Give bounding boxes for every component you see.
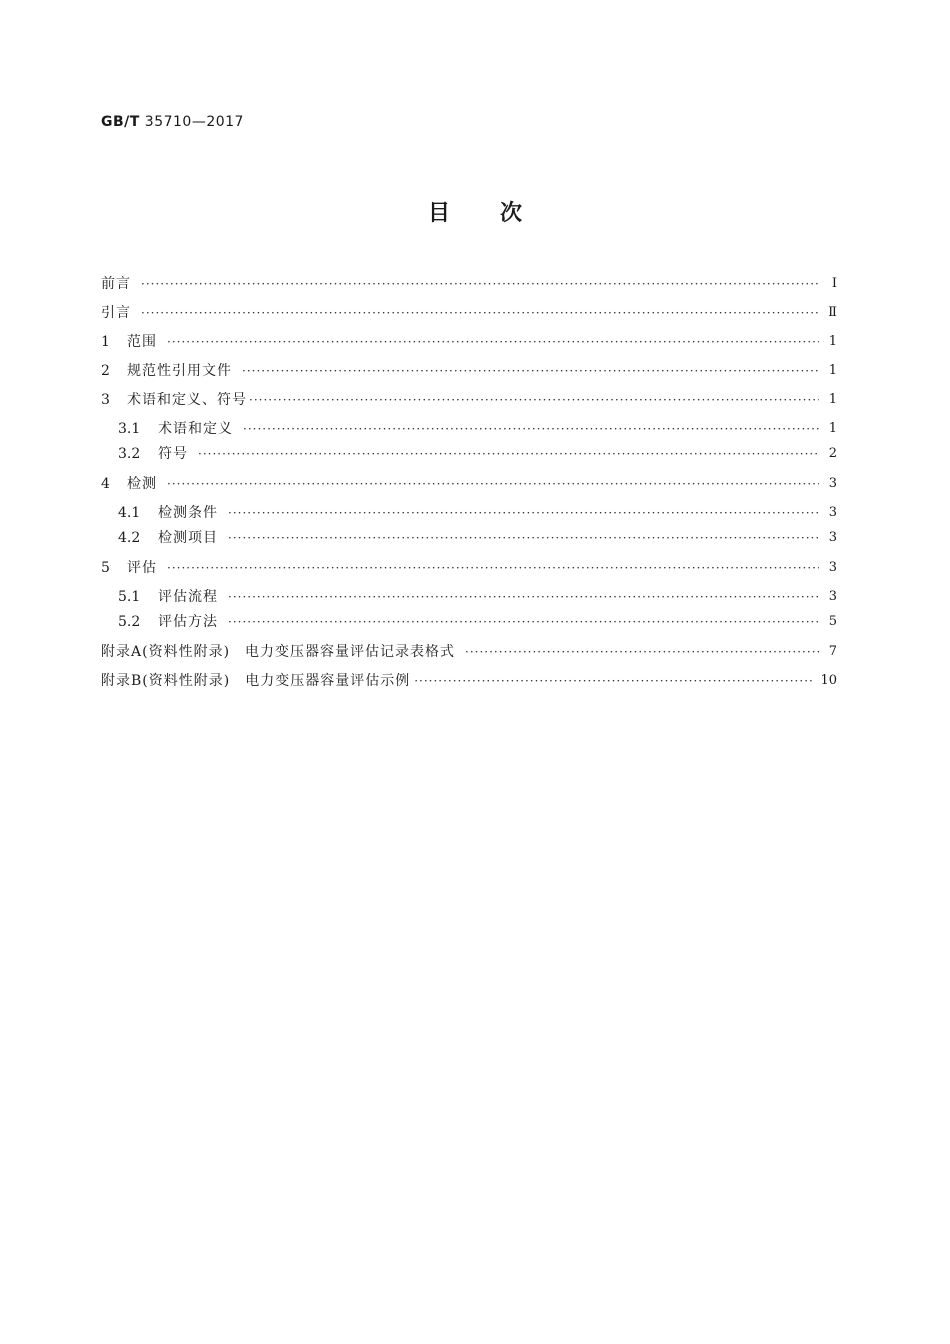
toc-entry-label	[118, 583, 218, 611]
toc-leader-dots	[167, 328, 819, 356]
toc-entry-page: 10	[820, 673, 837, 688]
toc-entry-label: 附录A(资料性附录) 电力变压器容量评估记录表格式	[101, 644, 456, 660]
toc-entry-annex-b[interactable]	[101, 667, 837, 695]
toc-entry-text: 符号	[158, 446, 188, 462]
toc-entry-label: 附录B(资料性附录) 电力变压器容量评估示例	[101, 673, 411, 689]
toc-entry-page: 3	[828, 589, 837, 604]
toc-entry-page: 3	[828, 476, 837, 491]
toc-entry-text: 检测项目	[158, 530, 218, 546]
toc-entry-page: 3	[828, 560, 837, 575]
toc-leader-dots	[228, 608, 819, 636]
toc-title-char-2: 次	[500, 201, 523, 226]
toc-entry-page: 2	[828, 446, 837, 461]
doc-number: 35710—2017	[144, 114, 244, 130]
toc-leader-dots	[198, 440, 819, 468]
toc-leader-dots	[141, 299, 819, 327]
toc-leader-dots	[141, 270, 819, 298]
toc-entry-label	[118, 440, 188, 468]
toc-entry-3-1[interactable]	[118, 415, 837, 443]
toc-leader-dots	[242, 357, 819, 385]
toc-entry-annex-a[interactable]	[101, 638, 837, 666]
toc-entry-label	[101, 470, 157, 498]
toc-leader-dots	[465, 638, 819, 666]
toc-entry-text: 规范性引用文件	[127, 363, 232, 379]
toc-entry-4[interactable]	[101, 470, 837, 498]
toc-entry-text: 术语和定义、符号	[127, 392, 247, 408]
toc-entry-label: 前言	[101, 276, 131, 292]
toc-entry-number: 4	[101, 476, 110, 492]
toc-entry-number: 4.1	[118, 505, 141, 521]
toc-entry-number: 3	[101, 392, 110, 408]
toc-entry-label	[118, 499, 218, 527]
toc-entry-5[interactable]	[101, 554, 837, 582]
toc-entry-label	[101, 328, 157, 356]
toc-entry-page: 7	[828, 644, 837, 659]
toc-entry-number: 5.2	[118, 614, 141, 630]
toc-entry-label	[118, 415, 233, 443]
toc-leader-dots	[243, 415, 819, 443]
toc-entry-text: 检测条件	[158, 505, 218, 521]
toc-entry-page: 3	[828, 505, 837, 520]
document-code	[101, 114, 244, 130]
toc-entry-label	[118, 608, 218, 636]
toc-entry-number: 5.1	[118, 589, 141, 605]
toc-title	[0, 196, 950, 227]
toc-entry-page: Ⅰ	[831, 276, 837, 291]
toc-entry-text: 评估方法	[158, 614, 218, 630]
toc-entry-number: 2	[101, 363, 110, 379]
toc-entry-page: Ⅱ	[828, 305, 837, 320]
toc-entry-number: 4.2	[118, 530, 141, 546]
toc-entry-number: 5	[101, 560, 110, 576]
toc-entry-3-2[interactable]	[118, 440, 837, 468]
toc-entry-page: 1	[828, 392, 837, 407]
toc-leader-dots	[414, 667, 814, 695]
toc-entry-number: 1	[101, 334, 110, 350]
toc-entry-4-1[interactable]	[118, 499, 837, 527]
toc-entry-label: 引言	[101, 305, 131, 321]
toc-entry-2[interactable]	[101, 357, 837, 385]
toc-leader-dots	[228, 524, 819, 552]
toc-entry-label	[118, 524, 218, 552]
toc-entry-page: 1	[828, 363, 837, 378]
toc-leader-dots	[167, 470, 819, 498]
toc-entry-5-2[interactable]	[118, 608, 837, 636]
toc-entry-introduction[interactable]	[101, 299, 837, 327]
toc-title-char-1: 目	[427, 201, 450, 226]
toc-entry-label	[101, 554, 157, 582]
toc-entry-page: 1	[828, 421, 837, 436]
toc-entry-label	[101, 386, 247, 414]
toc-entry-text: 范围	[127, 334, 157, 350]
toc-entry-number: 3.2	[118, 446, 141, 462]
toc-entry-foreword[interactable]	[101, 270, 837, 298]
toc-leader-dots	[167, 554, 819, 582]
toc-entry-text: 评估	[127, 560, 157, 576]
toc-entry-page: 3	[828, 530, 837, 545]
toc-leader-dots	[228, 583, 819, 611]
toc-leader-dots	[228, 499, 819, 527]
toc-entry-text: 检测	[127, 476, 157, 492]
toc-entry-5-1[interactable]	[118, 583, 837, 611]
toc-entry-text: 术语和定义	[158, 421, 233, 437]
toc-entry-text: 评估流程	[158, 589, 218, 605]
toc-entry-page: 1	[828, 334, 837, 349]
toc-leader-dots	[249, 386, 819, 414]
toc-entry-label	[101, 357, 232, 385]
toc-entry-4-2[interactable]	[118, 524, 837, 552]
toc-entry-3[interactable]	[101, 386, 837, 414]
doc-prefix: GB/T	[101, 114, 140, 130]
toc-entry-1[interactable]	[101, 328, 837, 356]
toc-entry-number: 3.1	[118, 421, 141, 437]
toc-entry-page: 5	[828, 614, 837, 629]
